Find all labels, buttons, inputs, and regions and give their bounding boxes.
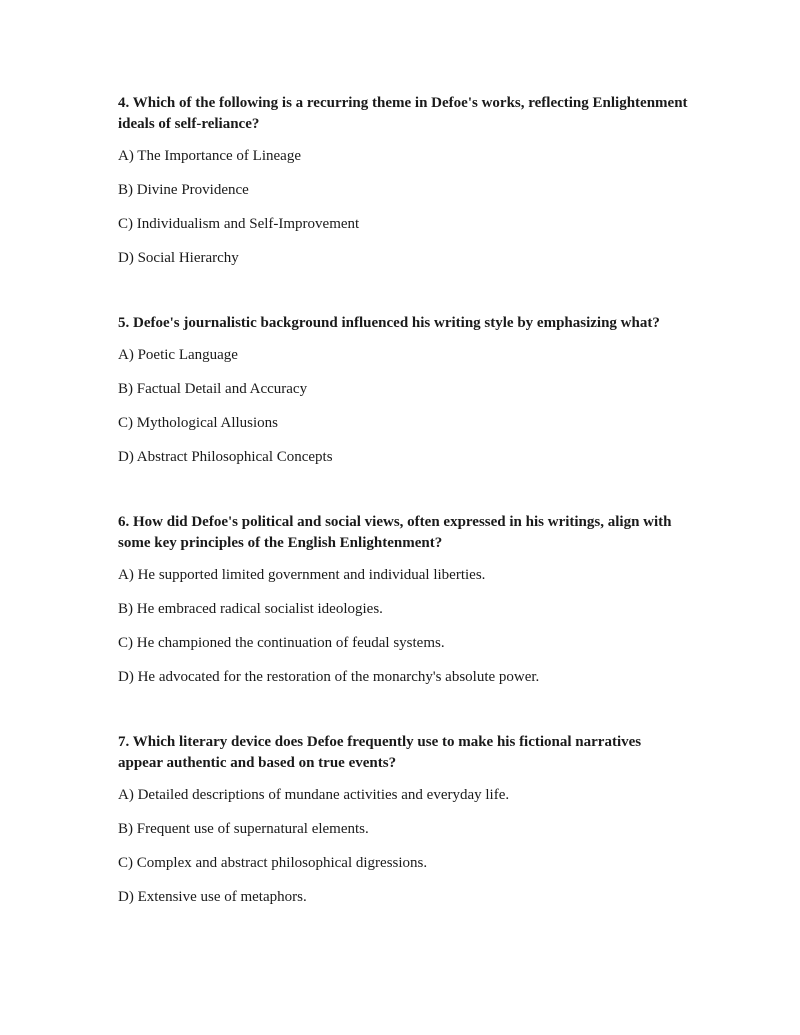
document-page	[118, 93, 688, 908]
option-d: D) Extensive use of metaphors.	[118, 889, 307, 905]
option-a: A) Poetic Language	[118, 347, 238, 363]
question-text: 5. Defoe's journalistic background influenced his writing style by emphasizing what?	[118, 315, 660, 331]
question-text: 6. How did Defoe's political and social views, often expressed in his writings, align with some key principles of the English Enlightenment?	[118, 514, 672, 551]
question-6	[118, 512, 688, 688]
option-b: B) Factual Detail and Accuracy	[118, 381, 308, 397]
option-d: D) Abstract Philosophical Concepts	[118, 449, 333, 465]
option-d: D) He advocated for the restoration of the monarchy's absolute power.	[118, 669, 540, 685]
question-7	[118, 732, 688, 908]
option-c: C) Individualism and Self-Improvement	[118, 216, 360, 232]
option-c: C) Mythological Allusions	[118, 415, 279, 431]
question-5	[118, 313, 688, 468]
option-c: C) Complex and abstract philosophical digressions.	[118, 855, 428, 871]
option-c: C) He championed the continuation of feudal systems.	[118, 635, 445, 651]
question-text: 7. Which literary device does Defoe frequently use to make his fictional narratives appear authentic and based on true events?	[118, 734, 642, 771]
option-b: B) Divine Providence	[118, 182, 249, 198]
question-4	[118, 93, 688, 269]
option-a: A) The Importance of Lineage	[118, 148, 301, 164]
option-b: B) He embraced radical socialist ideologies.	[118, 601, 383, 617]
option-a: A) He supported limited government and individual liberties.	[118, 567, 486, 583]
question-text: 4. Which of the following is a recurring theme in Defoe's works, reflecting Enlightenment ideals of self-reliance?	[118, 95, 688, 132]
option-a: A) Detailed descriptions of mundane activities and everyday life.	[118, 787, 510, 803]
option-b: B) Frequent use of supernatural elements.	[118, 821, 369, 837]
option-d: D) Social Hierarchy	[118, 250, 239, 266]
